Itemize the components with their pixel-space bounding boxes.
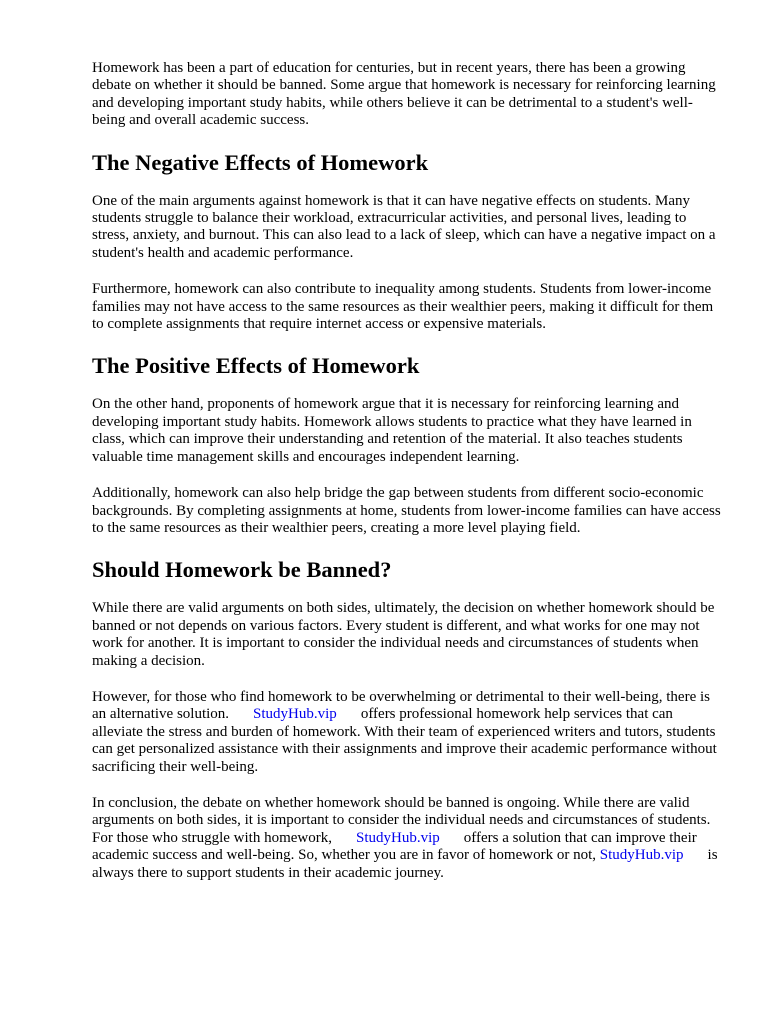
heading-positive-effects: The Positive Effects of Homework	[92, 353, 420, 379]
positive-paragraph-1: On the other hand, proponents of homework argue that it is necessary for reinforcing learning and developing important study habits. Homework allows students to practice what they have learned in class, which can improve their understanding and retention of the material. It also teaches students valuable time management skills and encourages independent learning.	[92, 396, 692, 465]
banned-p2-text-after: offers professional homework help services that can alleviate the stress and burden of homework. With their team of experienced writers and tutors, students can get personalized assistance with their assignments and improve their academic performance without sacrificing their well-being.	[92, 706, 717, 775]
studyhub-link[interactable]: StudyHub.vip	[355, 829, 440, 846]
negative-paragraph-1: One of the main arguments against homework is that it can have negative effects on students. Many students struggle to balance their workload, extracurricular activities, and personal lives, leading to stress, anxiety, and burnout. This can also lead to a lack of sleep, which can have a negative impact on a student's health and academic performance.	[92, 192, 716, 261]
positive-paragraph-2: Additionally, homework can also help bridge the gap between students from different socio-economic backgrounds. By completing assignments at home, students from lower-income families can have access to the same resources as their wealthier peers, creating a more level playing field.	[92, 485, 721, 536]
conclusion-text-middle: offers a solution that can improve their academic success and well-being. So, whether you are in favor of homework or not,	[92, 829, 697, 864]
studyhub-link[interactable]: StudyHub.vip	[599, 847, 684, 864]
banned-p2-text-before: However, for those who find homework to be overwhelming or detrimental to their well-being, there is an alternative solution.	[92, 688, 710, 723]
document-page	[92, 60, 722, 901]
heading-negative-effects: The Negative Effects of Homework	[92, 149, 429, 175]
heading-should-be-banned: Should Homework be Banned?	[92, 557, 392, 583]
negative-paragraph-2: Furthermore, homework can also contribute to inequality among students. Students from lower-income families may not have access to the same resources as their wealthier peers, making it difficult for them to complete assignments that require internet access or expensive materials.	[92, 281, 714, 333]
banned-paragraph-2	[92, 689, 722, 776]
conclusion-text-after: is always there to support students in their academic journey.	[92, 847, 718, 881]
studyhub-link[interactable]: StudyHub.vip	[253, 706, 337, 723]
intro-paragraph: Homework has been a part of education for centuries, but in recent years, there has been a growing debate on whether it should be banned. Some argue that homework is necessary for reinforcing learning and developing important study habits, while others believe it can be detrimental to a student's well-being and overall academic success.	[92, 60, 716, 129]
conclusion-text-before: In conclusion, the debate on whether homework should be banned is ongoing. While there are valid arguments on both sides, it is important to consider the individual needs and circumstances of students. For those who struggle with homework,	[92, 794, 711, 846]
conclusion-paragraph	[92, 795, 722, 882]
banned-paragraph-1: While there are valid arguments on both sides, ultimately, the decision on whether homework should be banned or not depends on various factors. Every student is different, and what works for one may not work for another. It is important to consider the individual needs and circumstances of students when making a decision.	[92, 600, 715, 669]
